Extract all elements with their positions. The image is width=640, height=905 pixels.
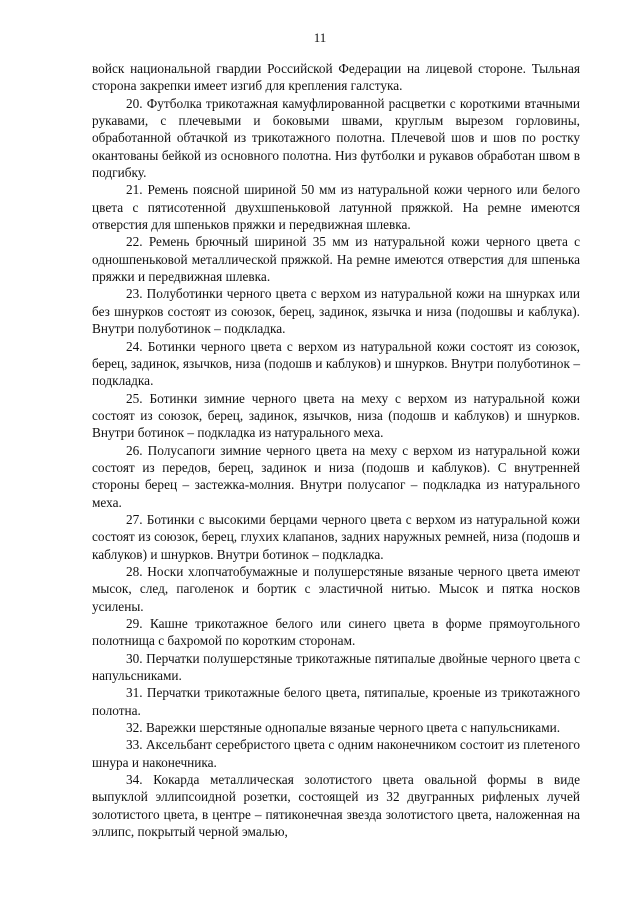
- paragraph: 24. Ботинки черного цвета с верхом из натуральной кожи состоят из союзок, берец, задинок, язычков, низа (подошв и каблуков) и шнурков. Внутри полуботинок – подкладка.: [92, 338, 580, 389]
- paragraph: 23. Полуботинки черного цвета с верхом из натуральной кожи на шнурках или без шнурков состоят из союзок, берец, задинок, язычка и низа (подошвы и каблука). Внутри полуботинок – подкладка.: [92, 286, 580, 337]
- page-number: 11: [313, 30, 327, 45]
- paragraph: 27. Ботинки с высокими берцами черного цвета с верхом из натуральной кожи состоят из союзок, берец, глухих клапанов, задних наружных ремней, низа (подошв и каблуков) и шнурков. Внутри ботинок – подкладка.: [92, 511, 580, 562]
- paragraph: 29. Кашне трикотажное белого или синего цвета в форме прямоугольного полотнища с бахромой по коротким сторонам.: [92, 616, 580, 649]
- paragraph: 30. Перчатки полушерстяные трикотажные пятипалые двойные черного цвета с напульсниками.: [92, 650, 580, 684]
- document-body: [92, 60, 580, 840]
- paragraph: 20. Футболка трикотажная камуфлированной расцветки с короткими втачными рукавами, с плечевыми и боковыми швами, круглым вырезом горловины, обработанной обтачкой из трикотажного полотна. Плечевой шов и шов по ростку окантованы бейкой из основного полотна. Низ футболки и рукавов обработан швом в подгибку.: [92, 95, 580, 181]
- paragraph: 26. Полусапоги зимние черного цвета на меху с верхом из натуральной кожи состоят из передов, берец, задинок и низа (подошв и каблуков). С внутренней стороны берец – застежка-молния. Внутри полусапог – подкладка из натурального меха.: [92, 442, 580, 510]
- paragraph: 28. Носки хлопчатобумажные и полушерстяные вязаные черного цвета имеют мысок, след, паголенок и бортик с эластичной нитью. Мысок и пятка носков усилены.: [92, 563, 580, 614]
- paragraph: войск национальной гвардии Российской Федерации на лицевой стороне. Тыльная сторона закрепки имеет изгиб для крепления галстука.: [92, 61, 580, 94]
- paragraph: 34. Кокарда металлическая золотистого цвета овальной формы в виде выпуклой эллипсоидной розетки, состоящей из 32 двугранных рифленых лучей золотистого цвета, в центре – пятиконечная звезда золотистого цвета, наложенная на эллипс, покрытый черной эмалью,: [92, 772, 580, 840]
- paragraph: 21. Ремень поясной шириной 50 мм из натуральной кожи черного или белого цвета с пятисотенной двухшпеньковой латунной пряжкой. На ремне имеются отверстия для шпеньков пряжки и передвижная шлевка.: [92, 182, 580, 233]
- paragraph: 31. Перчатки трикотажные белого цвета, пятипалые, кроеные из трикотажного полотна.: [92, 685, 580, 718]
- paragraph: 22. Ремень брючный шириной 35 мм из натуральной кожи черного цвета с одношпеньковой металлической пряжкой. На ремне имеются отверстия для шпенька пряжки и передвижная шлевка.: [92, 234, 580, 285]
- paragraph: 33. Аксельбант серебристого цвета с одним наконечником состоит из плетеного шнура и наконечника.: [92, 737, 580, 770]
- paragraph: 32. Варежки шерстяные однопалые вязаные черного цвета с напульсниками.: [126, 720, 561, 736]
- paragraph: 25. Ботинки зимние черного цвета на меху с верхом из натуральной кожи состоят из союзок, берец, задинок, язычков, низа (подошв и каблуков) и шнурков. Внутри ботинок – подкладка из натурального меха.: [92, 390, 580, 441]
